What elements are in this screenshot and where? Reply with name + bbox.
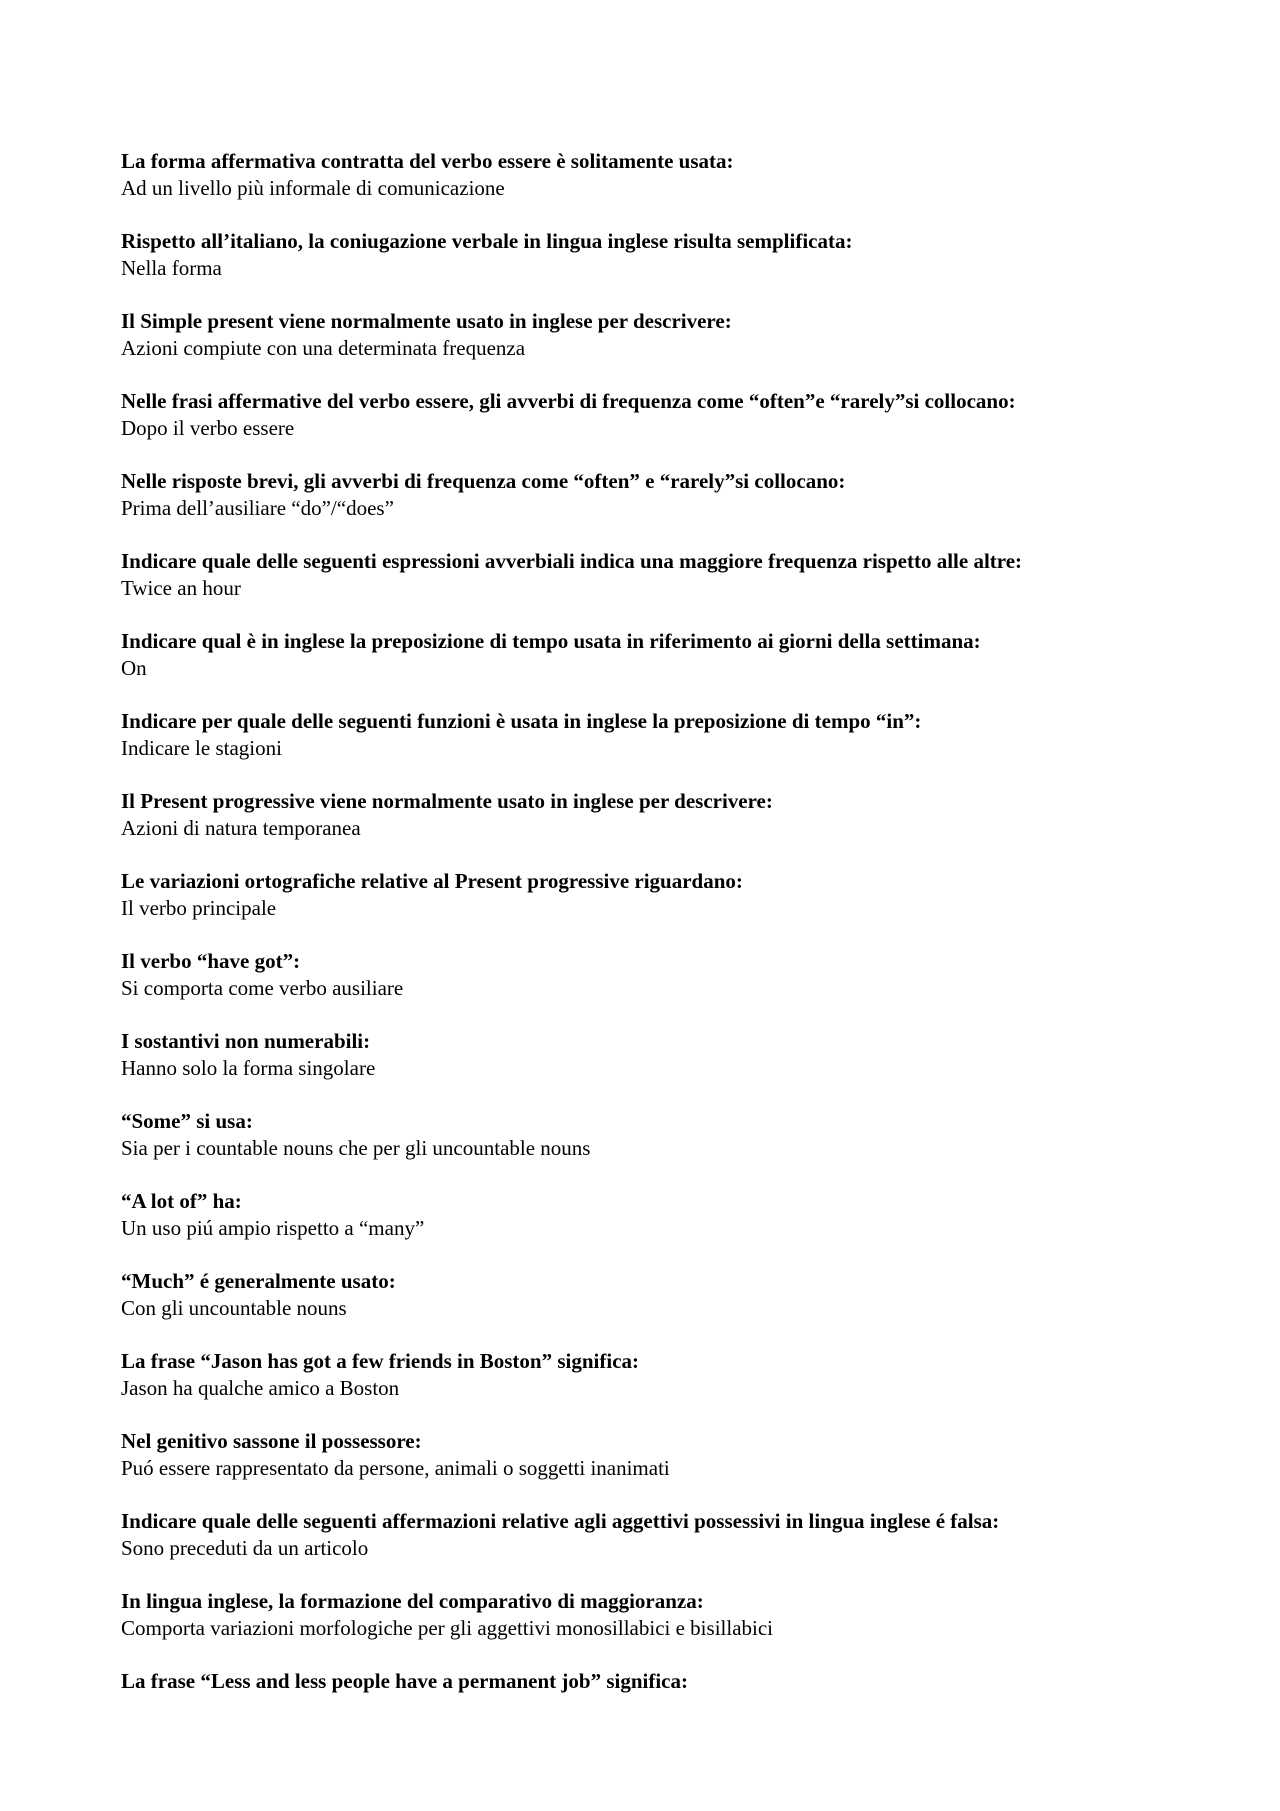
question: Rispetto all’italiano, la coniugazione verbale in lingua inglese risulta semplificata: <box>121 229 853 253</box>
qa-item <box>121 468 1241 522</box>
question: Indicare quale delle seguenti affermazioni relative agli aggettivi possessivi in lingua inglese é falsa: <box>121 1509 1000 1533</box>
question: Indicare quale delle seguenti espressioni avverbiali indica una maggiore frequenza rispetto alle altre: <box>121 549 1023 573</box>
answer: Un uso piú ampio rispetto a “many” <box>121 1216 425 1240</box>
question: Nelle risposte brevi, gli avverbi di frequenza come “often” e “rarely”si collocano: <box>121 469 846 493</box>
qa-item <box>121 548 1241 602</box>
qa-item <box>121 1348 1241 1402</box>
qa-item <box>121 308 1241 362</box>
question: Le variazioni ortografiche relative al Present progressive riguardano: <box>121 869 743 893</box>
question: Il Simple present viene normalmente usato in inglese per descrivere: <box>121 309 732 333</box>
qa-item <box>121 1028 1241 1082</box>
answer: Sono preceduti da un articolo <box>121 1536 369 1560</box>
qa-item <box>121 1668 1241 1695</box>
document-page <box>121 148 1241 1721</box>
qa-item <box>121 1188 1241 1242</box>
answer: Jason ha qualche amico a Boston <box>121 1376 400 1400</box>
question: Il verbo “have got”: <box>121 949 301 973</box>
answer: Il verbo principale <box>121 896 277 920</box>
qa-item <box>121 228 1241 282</box>
question: Nel genitivo sassone il possessore: <box>121 1429 422 1453</box>
question: “Some” si usa: <box>121 1109 253 1133</box>
answer: Con gli uncountable nouns <box>121 1296 347 1320</box>
answer: Nella forma <box>121 256 222 280</box>
question: Indicare qual è in inglese la preposizione di tempo usata in riferimento ai giorni della settimana: <box>121 629 981 653</box>
answer: Comporta variazioni morfologiche per gli aggettivi monosillabici e bisillabici <box>121 1616 774 1640</box>
answer: Sia per i countable nouns che per gli uncountable nouns <box>121 1136 591 1160</box>
qa-item <box>121 148 1241 202</box>
qa-item <box>121 788 1241 842</box>
qa-item <box>121 628 1241 682</box>
answer: Azioni compiute con una determinata frequenza <box>121 336 526 360</box>
question: La frase “Less and less people have a permanent job” significa: <box>121 1669 688 1693</box>
qa-item <box>121 1268 1241 1322</box>
question: La forma affermativa contratta del verbo essere è solitamente usata: <box>121 149 734 173</box>
answer: Twice an hour <box>121 576 241 600</box>
question: “A lot of” ha: <box>121 1189 242 1213</box>
answer: Azioni di natura temporanea <box>121 816 361 840</box>
answer: Si comporta come verbo ausiliare <box>121 976 404 1000</box>
answer: Dopo il verbo essere <box>121 416 295 440</box>
answer: Ad un livello più informale di comunicazione <box>121 176 505 200</box>
qa-item <box>121 1588 1241 1642</box>
question: Il Present progressive viene normalmente usato in inglese per descrivere: <box>121 789 773 813</box>
qa-item <box>121 1508 1241 1562</box>
question: In lingua inglese, la formazione del comparativo di maggioranza: <box>121 1589 704 1613</box>
answer: Indicare le stagioni <box>121 736 282 760</box>
answer: Prima dell’ausiliare “do”/“does” <box>121 496 394 520</box>
question: Nelle frasi affermative del verbo essere, gli avverbi di frequenza come “often”e “rarely”si collocano: <box>121 389 1016 413</box>
question: Indicare per quale delle seguenti funzioni è usata in inglese la preposizione di tempo “in”: <box>121 709 922 733</box>
qa-item <box>121 388 1241 442</box>
question: “Much” é generalmente usato: <box>121 1269 396 1293</box>
qa-item <box>121 708 1241 762</box>
question: La frase “Jason has got a few friends in Boston” significa: <box>121 1349 640 1373</box>
answer: Puó essere rappresentato da persone, animali o soggetti inanimati <box>121 1456 670 1480</box>
qa-item <box>121 948 1241 1002</box>
question: I sostantivi non numerabili: <box>121 1029 371 1053</box>
qa-item <box>121 1108 1241 1162</box>
qa-item <box>121 1428 1241 1482</box>
qa-item <box>121 868 1241 922</box>
answer: Hanno solo la forma singolare <box>121 1056 376 1080</box>
answer: On <box>121 656 147 680</box>
